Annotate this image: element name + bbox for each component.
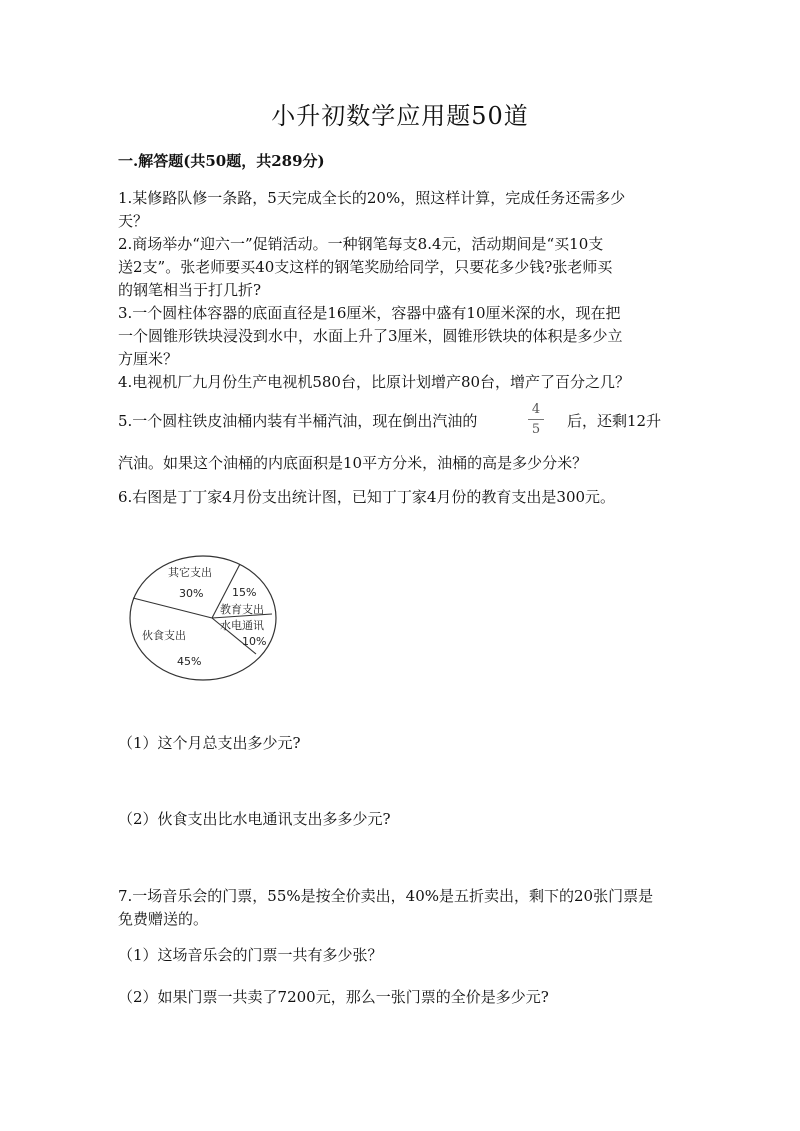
question-6: 6.右图是丁丁家4月份支出统计图，已知丁丁家4月份的教育支出是300元。 — [118, 488, 616, 506]
question-6-sub-1: （1）这个月总支出多少元? — [118, 734, 301, 752]
pie-divider-other-food — [133, 598, 212, 618]
question-7-sub-1: （1）这场音乐会的门票一共有多少张？ — [118, 946, 383, 964]
fraction-denominator: 5 — [531, 422, 541, 437]
fraction-numerator: 4 — [531, 402, 541, 417]
question-3-line-3: 方厘米？ — [118, 350, 179, 368]
slice-value-food: 45% — [177, 655, 202, 668]
slice-label-other: 其它支出 — [168, 566, 212, 579]
question-3 — [118, 302, 682, 371]
fraction-four-fifths — [528, 402, 544, 437]
question-2-line-3: 的钢笔相当于打几折? — [118, 281, 262, 299]
question-7-sub-2: （2）如果门票一共卖了7200元，那么一张门票的全价是多少元? — [118, 988, 549, 1006]
question-2-line-2: 送2支”。张老师要买40支这样的钢笔奖励给同学，只要花多少钱?张老师买 — [118, 258, 613, 276]
slice-value-other: 30% — [179, 587, 204, 600]
question-3-line-2: 一个圆锥形铁块浸没到水中，水面上升了3厘米，圆锥形铁块的体积是多少立 — [118, 327, 623, 345]
slice-label-education: 教育支出 — [220, 603, 264, 616]
question-2-line-1: 2.商场举办“迎六一”促销活动。一种钢笔每支8.4元，活动期间是“买10支 — [118, 235, 604, 253]
slice-label-utility: 水电通讯 — [220, 619, 264, 632]
question-6-sub-2: （2）伙食支出比水电通讯支出多多少元? — [118, 810, 391, 828]
question-1-line-1: 1.某修路队修一条路，5天完成全长的20%，照这样计算，完成任务还需多少 — [118, 189, 626, 207]
question-7-line-1: 7.一场音乐会的门票，55%是按全价卖出，40%是五折卖出，剩下的20张门票是 — [118, 887, 654, 905]
question-2 — [118, 233, 682, 302]
section-heading: 一.解答题(共50题，共289分) — [118, 152, 325, 170]
question-5-line-2: 汽油。如果这个油桶的内底面积是10平方分米，油桶的高是多少分米？ — [118, 454, 588, 472]
question-4: 4.电视机厂九月份生产电视机580台，比原计划增产80台，增产了百分之几？ — [118, 373, 631, 391]
question-7-line-2: 免费赠送的。 — [118, 910, 209, 928]
page-title: 小升初数学应用题50道 — [271, 102, 529, 130]
question-1-line-2: 天？ — [118, 212, 149, 230]
slice-value-education: 15% — [232, 586, 257, 599]
question-5-part-2: 后，还剩12升 — [567, 412, 662, 430]
slice-label-food: 伙食支出 — [142, 629, 186, 642]
fraction-bar — [528, 419, 544, 420]
pie-chart — [126, 552, 286, 682]
question-5-part-1: 5.一个圆柱铁皮油桶内装有半桶汽油，现在倒出汽油的 — [118, 412, 478, 430]
slice-value-utility: 10% — [242, 635, 267, 648]
question-7 — [118, 885, 682, 931]
question-3-line-1: 3.一个圆柱体容器的底面直径是16厘米，容器中盛有10厘米深的水，现在把 — [118, 304, 621, 322]
question-1 — [118, 187, 682, 233]
